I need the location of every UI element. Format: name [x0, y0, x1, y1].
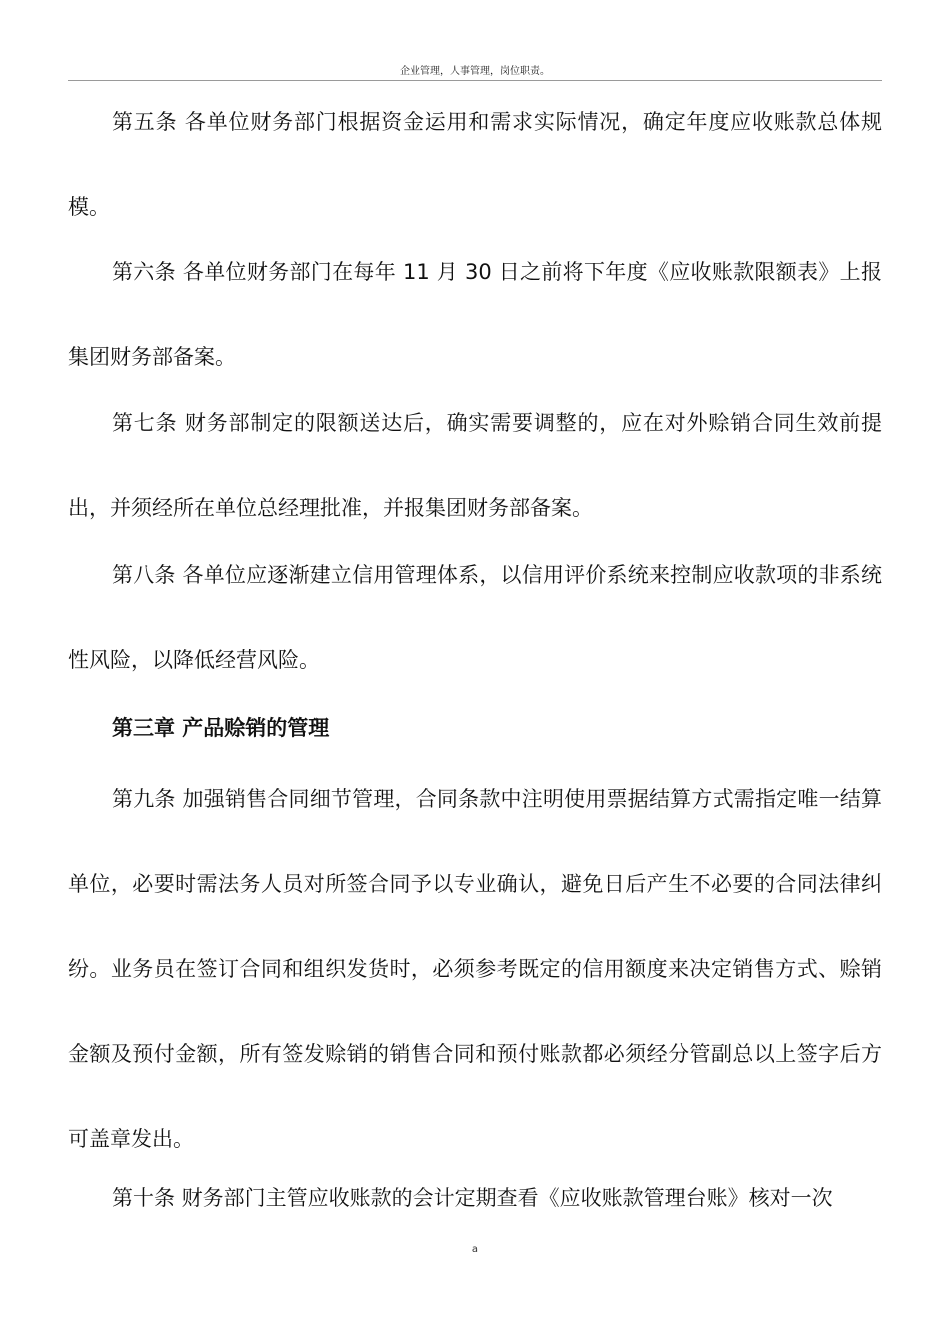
page-header: 企业管理，人事管理，岗位职责。 [68, 64, 882, 81]
article-5-paragraph: 第五条 各单位财务部门根据资金运用和需求实际情况，确定年度应收账款总体规模。 [68, 110, 882, 219]
page-footer-label: a [471, 1244, 479, 1255]
article-9-paragraph: 第九条 加强销售合同细节管理，合同条款中注明使用票据结算方式需指定唯一结算单位，必要时需法务人员对所签合同予以专业确认，避免日后产生不必要的合同法律纠纷。业务员在签订合同和组织发货时，必须参考既定的信用额度来决定销售方式、赊销金额及预付金额，所有签发赊销的销售合同和预付账款都必须经分管副总以上签字后方可盖章发出。 [68, 787, 882, 1151]
article-6-paragraph: 第六条 各单位财务部门在每年 11 月 30 日之前将下年度《应收账款限额表》上报集团财务部备案。 [68, 260, 882, 369]
article-10-paragraph: 第十条 财务部门主管应收账款的会计定期查看《应收账款管理台账》核对一次 [112, 1186, 833, 1210]
chapter-title: 第三章 产品赊销的管理 [112, 716, 330, 740]
article-8-paragraph: 第八条 各单位应逐渐建立信用管理体系，以信用评价系统来控制应收款项的非系统性风险，以降低经营风险。 [68, 563, 882, 672]
article-7-paragraph: 第七条 财务部制定的限额送达后，确实需要调整的，应在对外赊销合同生效前提出，并须经所在单位总经理批准，并报集团财务部备案。 [68, 411, 882, 520]
